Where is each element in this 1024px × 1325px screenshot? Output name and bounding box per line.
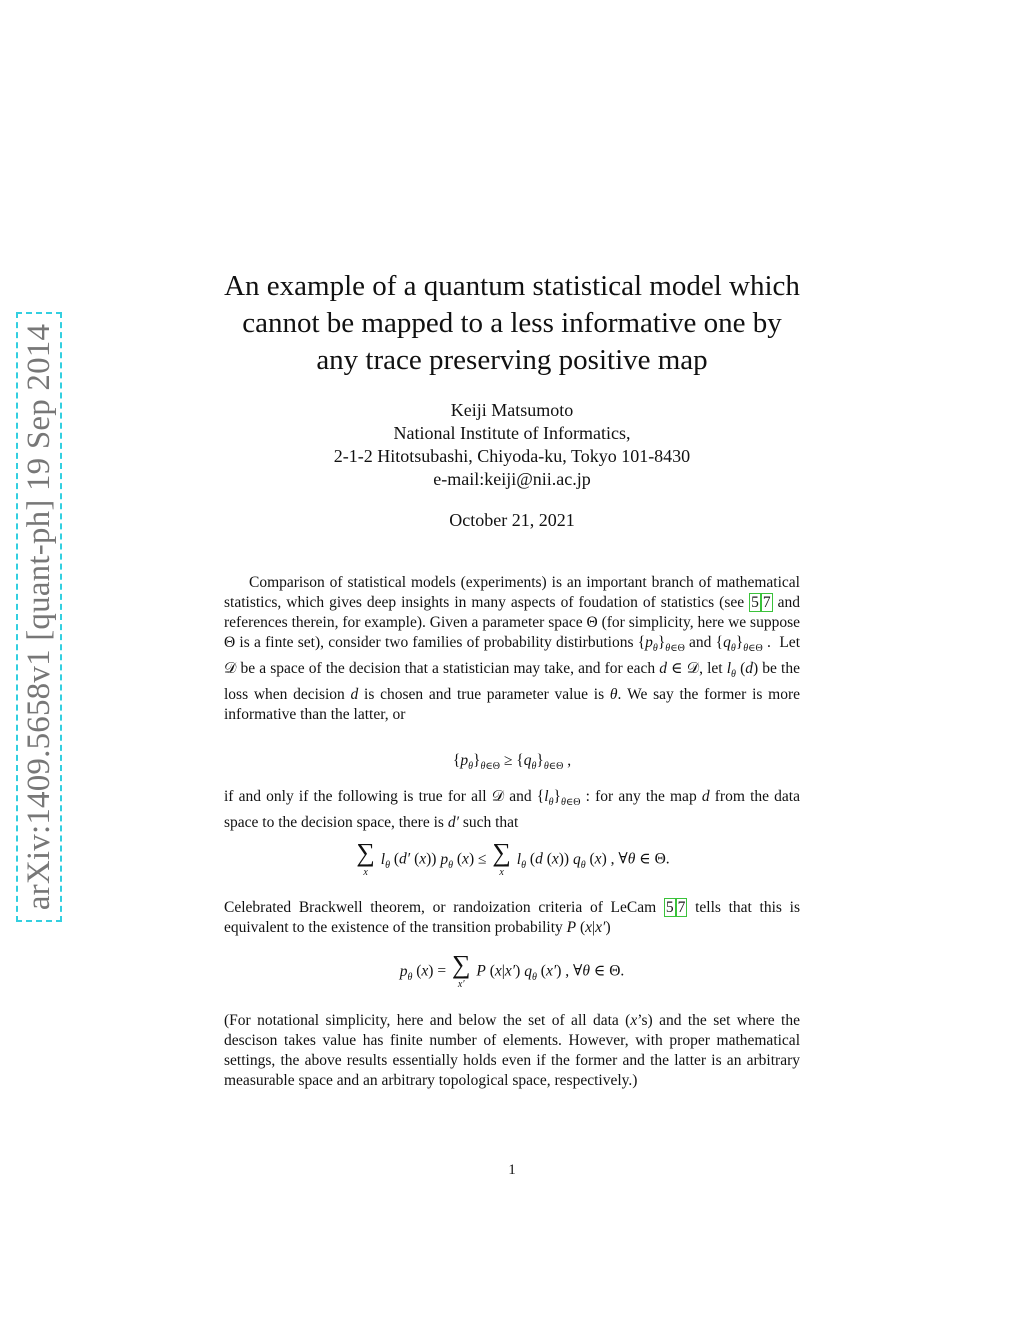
paper-date: October 21, 2021 <box>449 510 575 530</box>
paragraph-intro: Comparison of statistical models (experiments) is an important branch of mathematical statistics, which gives deep insights in many aspects of foudation of statistics (see 5 7 and references therein, for example). Given a parameter space Θ (for simplicity, here we suppose Θ is a finte set), consider two families of probability distirbutions $\{p_\theta\}_{\theta\in\Theta}$ and $\{q_\theta\}_{\theta\in\Theta}$ . Let 𝒟 be a space of the decision that a statistician may take, and for each d ∈ 𝒟, let $l_\theta$ (d) be the loss when decision d is chosen and true parameter value is θ. We say the former is more informative than the latter, or <box>224 574 801 723</box>
paragraph-note: (For notational simplicity, here and below the set of all data (x’s) and the set where the descison takes value has finite number of elements. However, with proper mathematical settings, the above results essentially holds even if the former and the latter is an arbitrary measurable space and an arbitrary topological space, respectively.) <box>224 1012 800 1089</box>
title-line: cannot be mapped to a less informative one by <box>242 307 782 339</box>
author-name: Keiji Matsumoto <box>450 400 574 420</box>
paper-title <box>200 268 824 379</box>
author-email: e-mail:keiji@nii.ac.jp <box>433 469 591 489</box>
citation-link[interactable]: 5 <box>665 899 674 916</box>
arxiv-identifier[interactable]: arXiv:1409.5658v1 [quant-ph] 19 Sep 2014 <box>21 323 57 911</box>
citation-link[interactable]: 7 <box>762 594 771 611</box>
paragraph-condition: if and only if the following is true for all 𝒟 and $\{l_\theta\}_{\theta\in\Theta}$ : for any the map d from the data space to the decision space, there is d′ such that <box>224 788 800 831</box>
title-line: any trace preserving positive map <box>316 344 708 376</box>
paragraph-brackwell: Celebrated Brackwell theorem, or randoization criteria of LeCam 5 7 tells that this is equivalent to the existence of the transition probability P (x|x′) <box>224 899 800 936</box>
author-affiliation: National Institute of Informatics, <box>393 423 631 443</box>
citation-link[interactable]: 7 <box>677 899 686 916</box>
author-block <box>200 399 824 491</box>
equation-informativeness: $\{p_\theta\}_{\theta\in\Theta} \ge \{q_\theta\}_{\theta\in\Theta}$ , <box>452 752 572 772</box>
title-line: An example of a quantum statistical model which <box>224 270 800 302</box>
page-number: 1 <box>508 1162 516 1178</box>
equation-loss-inequality: ∑ x $l_\theta$ (d′ (x)) $p_\theta$ (x) ≤ ∑ x $l_\theta$ (d (x)) $q_\theta$ (x) , ∀θ ∈ Θ. <box>356 838 670 878</box>
author-address: 2-1-2 Hitotsubashi, Chiyoda-ku, Tokyo 101-8430 <box>333 446 691 466</box>
equation-transition: $p_\theta$ (x) = ∑ x′ P (x|x′) $q_\theta$ (x′) , ∀θ ∈ Θ. <box>399 950 625 990</box>
citation-link[interactable]: 5 <box>751 594 759 611</box>
